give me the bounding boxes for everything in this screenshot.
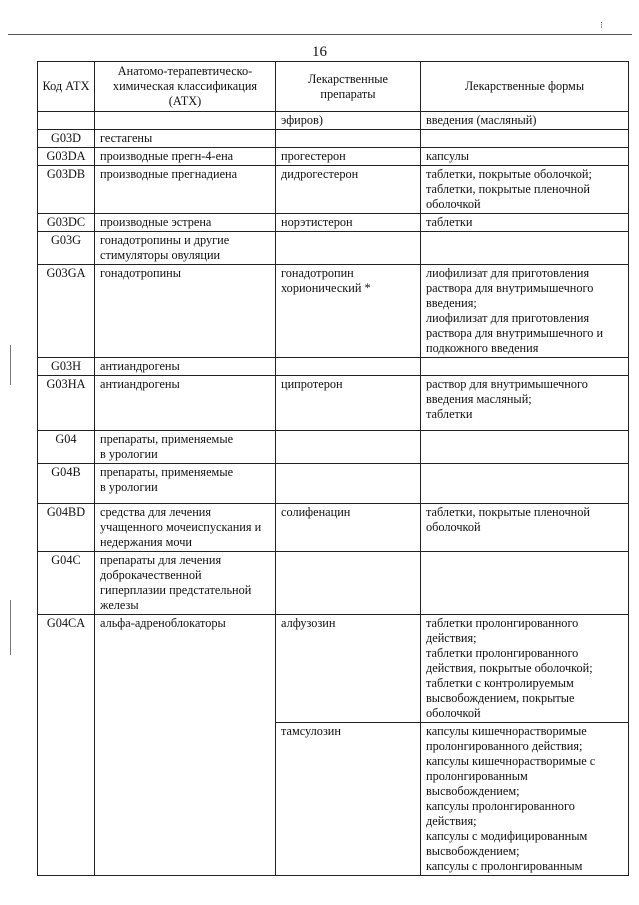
table-row	[38, 615, 629, 723]
drug-name	[276, 552, 421, 615]
table-row	[38, 376, 629, 431]
table-row	[38, 265, 629, 358]
dosage-forms: введения (масляный)	[421, 112, 629, 130]
atx-code: G04BD	[38, 504, 95, 552]
dosage-forms: лиофилизат для приготовления раствора для внутримышечного введения; лиофилизат для приготовления раствора для внутримышечного и подкожного введения	[421, 265, 629, 358]
drug-name: норэтистерон	[276, 214, 421, 232]
dosage-forms: таблетки пролонгированного действия; таблетки пролонгированного действия, покрытые оболочкой; таблетки с контролируемым высвобождением, покрытые оболочкой	[421, 615, 629, 723]
dosage-forms: капсулы	[421, 148, 629, 166]
table-row	[38, 464, 629, 504]
atx-code: G04B	[38, 464, 95, 504]
drug-name	[276, 232, 421, 265]
header-row	[38, 62, 629, 112]
atx-classification: гонадотропины и другие стимуляторы овуляции	[95, 232, 276, 265]
atx-code: G03G	[38, 232, 95, 265]
atx-classification: альфа-адреноблокаторы	[95, 615, 276, 876]
table-row	[38, 431, 629, 464]
dosage-forms	[421, 552, 629, 615]
atx-classification: производные прегнадиена	[95, 166, 276, 214]
atx-code: G03HA	[38, 376, 95, 431]
atx-classification	[95, 112, 276, 130]
table-row	[38, 552, 629, 615]
dosage-forms	[421, 130, 629, 148]
header-code: Код АТХ	[38, 62, 95, 112]
atx-code: G04C	[38, 552, 95, 615]
corner-mark: ⁝	[600, 20, 603, 30]
table-row	[38, 232, 629, 265]
atx-classification: гестагены	[95, 130, 276, 148]
drug-name: прогестерон	[276, 148, 421, 166]
dosage-forms	[421, 358, 629, 376]
atx-classification: препараты для лечения доброкачественной гиперплазии предстательной железы	[95, 552, 276, 615]
atx-classification: средства для лечения учащенного мочеиспускания и недержания мочи	[95, 504, 276, 552]
drug-name: ципротерон	[276, 376, 421, 431]
drug-name	[276, 130, 421, 148]
margin-mark	[10, 345, 11, 385]
table-row	[38, 214, 629, 232]
drug-name	[276, 431, 421, 464]
atx-classification: препараты, применяемые в урологии	[95, 464, 276, 504]
table-row	[38, 358, 629, 376]
atx-classification: препараты, применяемые в урологии	[95, 431, 276, 464]
drug-name	[276, 464, 421, 504]
drug-name: тамсулозин	[276, 723, 421, 876]
atx-classification: антиандрогены	[95, 358, 276, 376]
drug-name: эфиров)	[276, 112, 421, 130]
drug-name: гонадотропин хорионический *	[276, 265, 421, 358]
atx-code: G04CA	[38, 615, 95, 876]
atx-classification: производные эстрена	[95, 214, 276, 232]
header-forms: Лекарственные формы	[421, 62, 629, 112]
top-rule	[8, 34, 632, 35]
drug-name	[276, 358, 421, 376]
drug-name: алфузозин	[276, 615, 421, 723]
margin-mark	[10, 600, 11, 655]
dosage-forms: таблетки	[421, 214, 629, 232]
drug-name: дидрогестерон	[276, 166, 421, 214]
dosage-forms: таблетки, покрытые пленочной оболочкой	[421, 504, 629, 552]
atx-code: G03DB	[38, 166, 95, 214]
table-row	[38, 148, 629, 166]
table-row	[38, 112, 629, 130]
table-body	[38, 112, 629, 876]
drug-name: солифенацин	[276, 504, 421, 552]
atx-classification: гонадотропины	[95, 265, 276, 358]
header-classification: Анатомо-терапевтическо-химическая классификация (АТХ)	[95, 62, 276, 112]
atx-classification: производные прегн-4-ена	[95, 148, 276, 166]
page-number: 16	[312, 44, 327, 60]
dosage-forms	[421, 232, 629, 265]
dosage-forms	[421, 464, 629, 504]
atx-code: G03GA	[38, 265, 95, 358]
dosage-forms	[421, 431, 629, 464]
table-row	[38, 504, 629, 552]
atx-code	[38, 112, 95, 130]
atx-code: G03DA	[38, 148, 95, 166]
atx-code: G03D	[38, 130, 95, 148]
dosage-forms: капсулы кишечнорастворимые пролонгированного действия; капсулы кишечнорастворимые с пролонгированным высвобождением; капсулы пролонгированного действия; капсулы с модифицированным высвобождением; капсулы с пролонгированным	[421, 723, 629, 876]
atx-classification: антиандрогены	[95, 376, 276, 431]
dosage-forms: таблетки, покрытые оболочкой; таблетки, покрытые пленочной оболочкой	[421, 166, 629, 214]
table-row	[38, 130, 629, 148]
atx-code: G03DC	[38, 214, 95, 232]
dosage-forms: раствор для внутримышечного введения масляный; таблетки	[421, 376, 629, 431]
table-row	[38, 166, 629, 214]
header-drugs: Лекарственные препараты	[276, 62, 421, 112]
atx-code: G03H	[38, 358, 95, 376]
atx-code: G04	[38, 431, 95, 464]
atx-table	[37, 61, 629, 876]
